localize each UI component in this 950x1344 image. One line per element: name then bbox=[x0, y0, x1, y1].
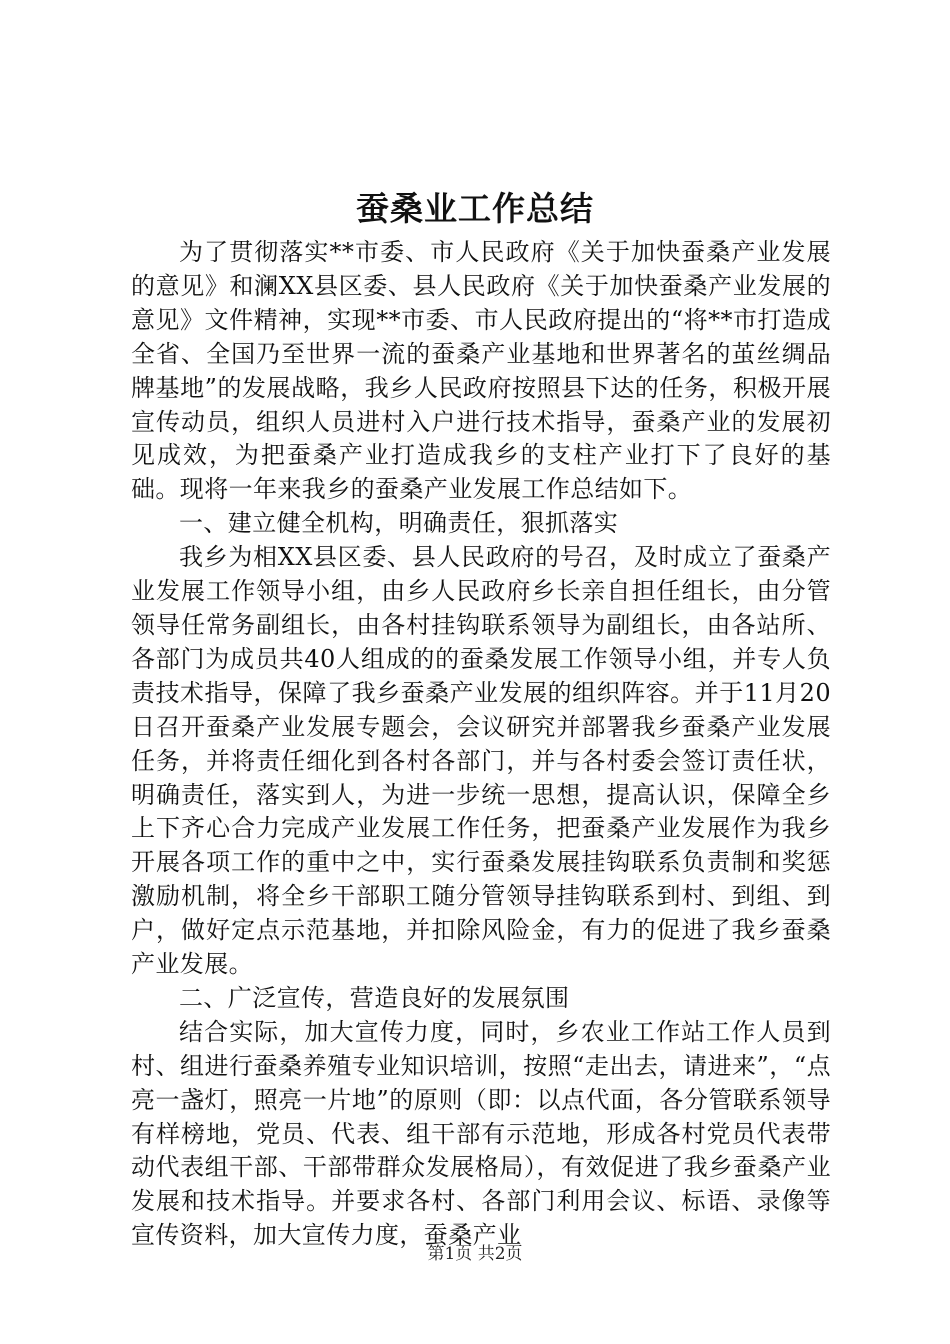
section-heading-2: 二、广泛宣传，营造良好的发展氛围 bbox=[179, 983, 570, 1012]
section-2-paragraph: 结合实际，加大宣传力度，同时，乡农业工作站工作人员到村、组进行蚕桑养殖专业知识培训，按照“走出去，请进来”，“点亮一盏灯，照亮一片地”的原则（即：以点代面，各分管联系领导有样榜地，党员、代表、组干部有示范地，形成各村党员代表带动代表组干部、干部带群众发展格局），有效促进了我乡蚕桑产业发展和技术指导。并要求各村、各部门利用会议、标语、录像等宣传资料，加大宣传力度，蚕桑产业 bbox=[131, 1017, 831, 1250]
intro-paragraph: 为了贯彻落实**市委、市人民政府《关于加快蚕桑产业发展的意见》和澜XX县区委、县人民政府《关于加快蚕桑产业发展的意见》文件精神，实现**市委、市人民政府提出的“将**市打造成全省、全国乃至世界一流的蚕桑产业基地和世界著名的茧丝绸品牌基地”的发展战略，我乡人民政府按照县下达的任务，积极开展宣传动员，组织人员进村入户进行技术指导，蚕桑产业的发展初见成效，为把蚕桑产业打造成我乡的支柱产业打下了良好的基础。现将一年来我乡的蚕桑产业发展工作总结如下。 bbox=[131, 238, 831, 504]
document-title: 蚕桑业工作总结 bbox=[356, 189, 594, 228]
section-1-paragraph: 我乡为相XX县区委、县人民政府的号召，及时成立了蚕桑产业发展工作领导小组，由乡人民政府乡长亲自担任组长，由分管领导任常务副组长，由各村挂钩联系领导为副组长，由各站所、各部门为成员共40人组成的的蚕桑发展工作领导小组，并专人负责技术指导，保障了我乡蚕桑产业发展的组织阵容。并于11月20日召开蚕桑产业发展专题会，会议研究并部署我乡蚕桑产业发展任务，并将责任细化到各村各部门，并与各村委会签订责任状，明确责任，落实到人，为进一步统一思想，提高认识，保障全乡上下齐心合力完成产业发展工作任务，把蚕桑产业发展作为我乡开展各项工作的重中之中，实行蚕桑发展挂钩联系负责制和奖惩激励机制，将全乡干部职工随分管领导挂钩联系到村、到组、到户，做好定点示范基地，并扣除风险金，有力的促进了我乡蚕桑产业发展。 bbox=[131, 543, 831, 979]
section-heading-1: 一、建立健全机构，明确责任，狠抓落实 bbox=[179, 509, 619, 538]
document-body bbox=[131, 236, 831, 1253]
page-footer: 第1页 共2页 bbox=[427, 1244, 523, 1264]
